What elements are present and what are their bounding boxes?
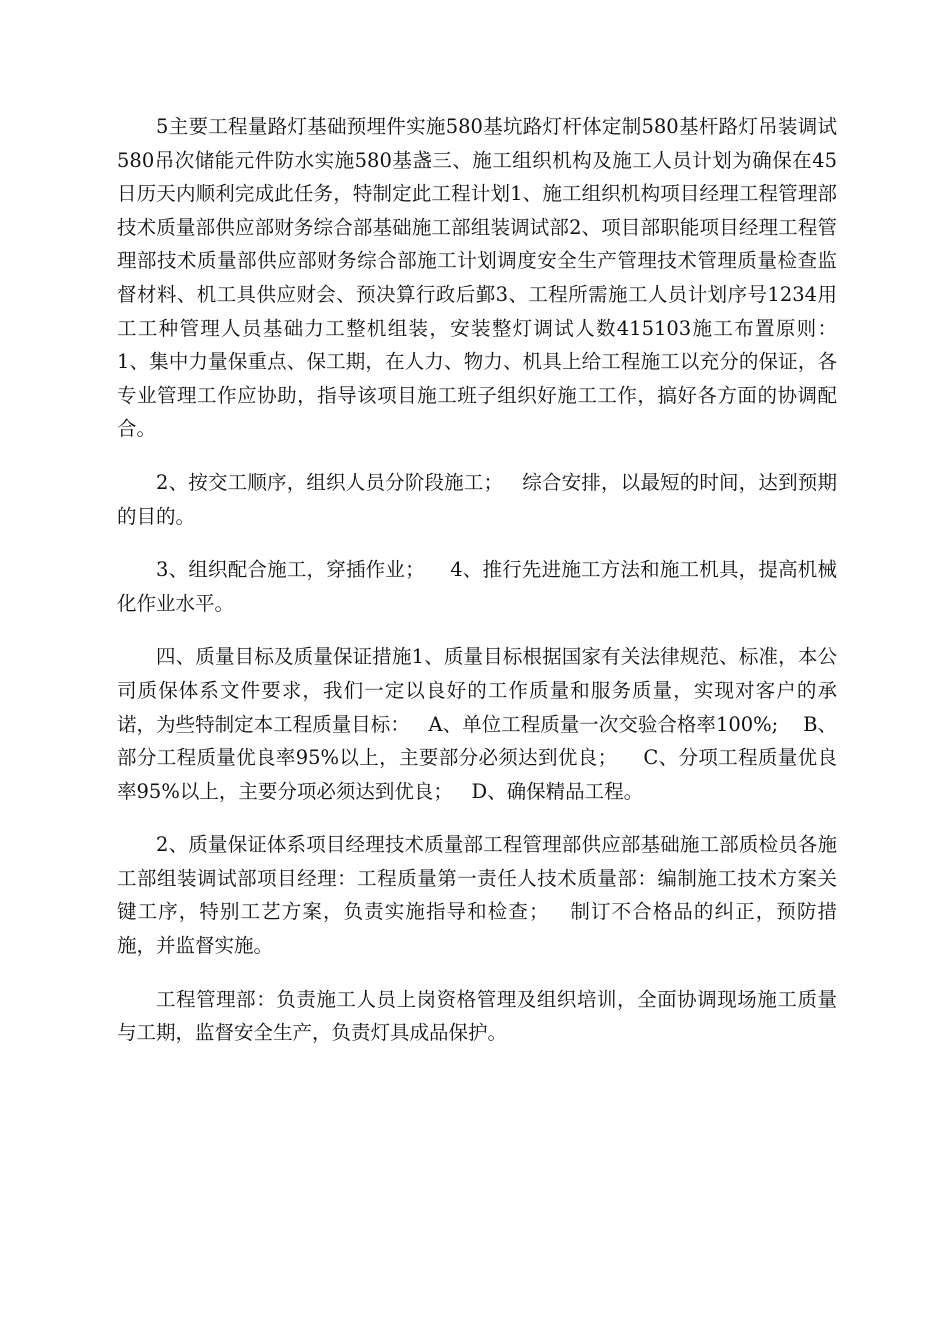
paragraph-2: 2、按交工顺序，组织人员分阶段施工； 综合安排，以最短的时间，达到预期的目的。 [117,470,837,528]
paragraph-6: 工程管理部：负责施工人员上岗资格管理及组织培训，全面协调现场施工质量与工期，监督安全生产，负责灯具成品保护。 [117,987,837,1045]
paragraph-1: 5主要工程量路灯基础预埋件实施580基坑路灯杆体定制580基杆路灯吊装调试580吊次储能元件防水实施580基盏三、施工组织机构及施工人员计划为确保在45日历天内顺利完成此任务，特制定此工程计划1、施工组织机构项目经理工程管理部技术质量部供应部财务综合部基础施工部组装调试部2、项目部职能项目经理工程管理部技术质量部供应部财务综合部施工计划调度安全生产管理技术管理质量检查监督材料、机工具供应财会、预决算行政后鄞3、工程所需施工人员计划序号1234用工工种管理人员基础力工整机组装，安装整灯调试人数415103施工布置原则： 1、集中力量保重点、保工期，在人力、物力、机具上给工程施工以充分的保证，各专业管理工作应协助，指导该项目施工班子组织好施工工作，搞好各方面的协调配合。 [117,115,850,441]
paragraph-5: 2、质量保证体系项目经理技术质量部工程管理部供应部基础施工部质检员各施工部组装调试部项目经理：工程质量第一责任人技术质量部：编制施工技术方案关键工序，特别工艺方案，负责实施指导和检查； 制订不合格品的纠正，预防措施，并监督实施。 [117,833,837,958]
paragraph-3: 3、组织配合施工，穿插作业； 4、推行先进施工方法和施工机具，提高机械化作业水平。 [117,558,837,615]
document-page [117,110,850,1070]
paragraph-4: 四、质量目标及质量保证措施1、质量目标根据国家有关法律规范、标准，本公司质保体系文件要求，我们一定以良好的工作质量和服务质量，实现对客户的承诺，为些特制定本工程质量目标： A、单位工程质量一次交验合格率100%; B、部分工程质量优良率95%以上，主要部分必须达到优良； C、分项工程质量优良率95%以上，主要分项必须达到优良； D、确保精品工程。 [117,645,837,803]
